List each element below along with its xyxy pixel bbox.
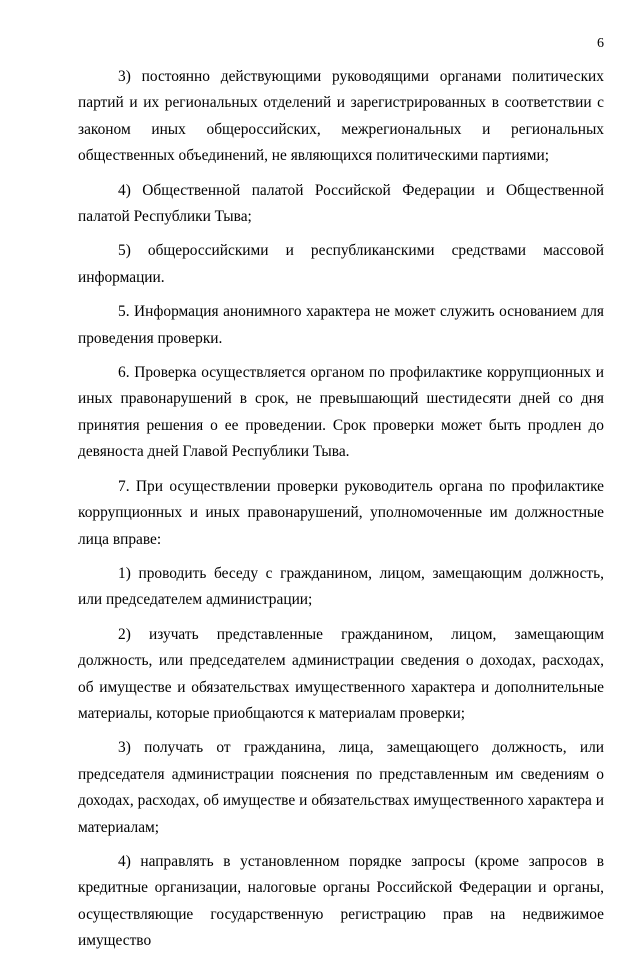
paragraph-right-3-explanations: 3) получать от гражданина, лица, замещающего должность, или председателя администрации пояснения по представленным им сведениям о доходах, расходах, об имуществе и обязательствах имущественного характера и материалам; xyxy=(78,739,604,836)
paragraph-clause-5-anonymous-info: 5. Информация анонимного характера не может служить основанием для проведения проверки. xyxy=(78,303,604,347)
paragraph-clause-7-rights: 7. При осуществлении проверки руководитель органа по профилактике коррупционных и иных правонарушений, уполномоченные им должностные лица вправе: xyxy=(78,477,604,548)
paragraph-clause-6-check-term: 6. Проверка осуществляется органом по профилактике коррупционных и иных правонарушений в срок, не превышающий шестидесяти дней со дня принятия решения о ее проведении. Срок проверки может быть продлен до девяноста дней Главой Республики Тыва. xyxy=(78,364,604,461)
paragraph-right-1-conversation: 1) проводить беседу с гражданином, лицом, замещающим должность, или председателем администрации; xyxy=(78,564,604,609)
paragraph-item-4-public-chamber: 4) Общественной палатой Российской Федерации и Общественной палатой Республики Тыва; xyxy=(78,181,604,226)
paragraph-right-2-study-info: 2) изучать представленные гражданином, лицом, замещающим должность, или председателем администрации сведения о доходах, расходах, об имуществе и обязательствах имущественного характера и дополнительные материалы, которые приобщаются к материалам проверки; xyxy=(78,625,604,722)
document-body xyxy=(78,64,604,963)
paragraph-right-4-requests: 4) направлять в установленном порядке запросы (кроме запросов в кредитные организации, налоговые органы Российской Федерации и органы, осуществляющие государственную регистрацию прав на недвижимое имущество xyxy=(78,852,604,950)
paragraph-item-5-mass-media: 5) общероссийскими и республиканскими средствами массовой информации. xyxy=(78,242,604,286)
paragraph-item-3-political-parties: 3) постоянно действующими руководящими органами политических партий и их региональных отделений и зарегистрированных в соответствии с законом иных общероссийских, межрегиональных и региональных общественных объединений, не являющихся политическими партиями; xyxy=(78,68,604,165)
page-number: 6 xyxy=(597,36,604,51)
